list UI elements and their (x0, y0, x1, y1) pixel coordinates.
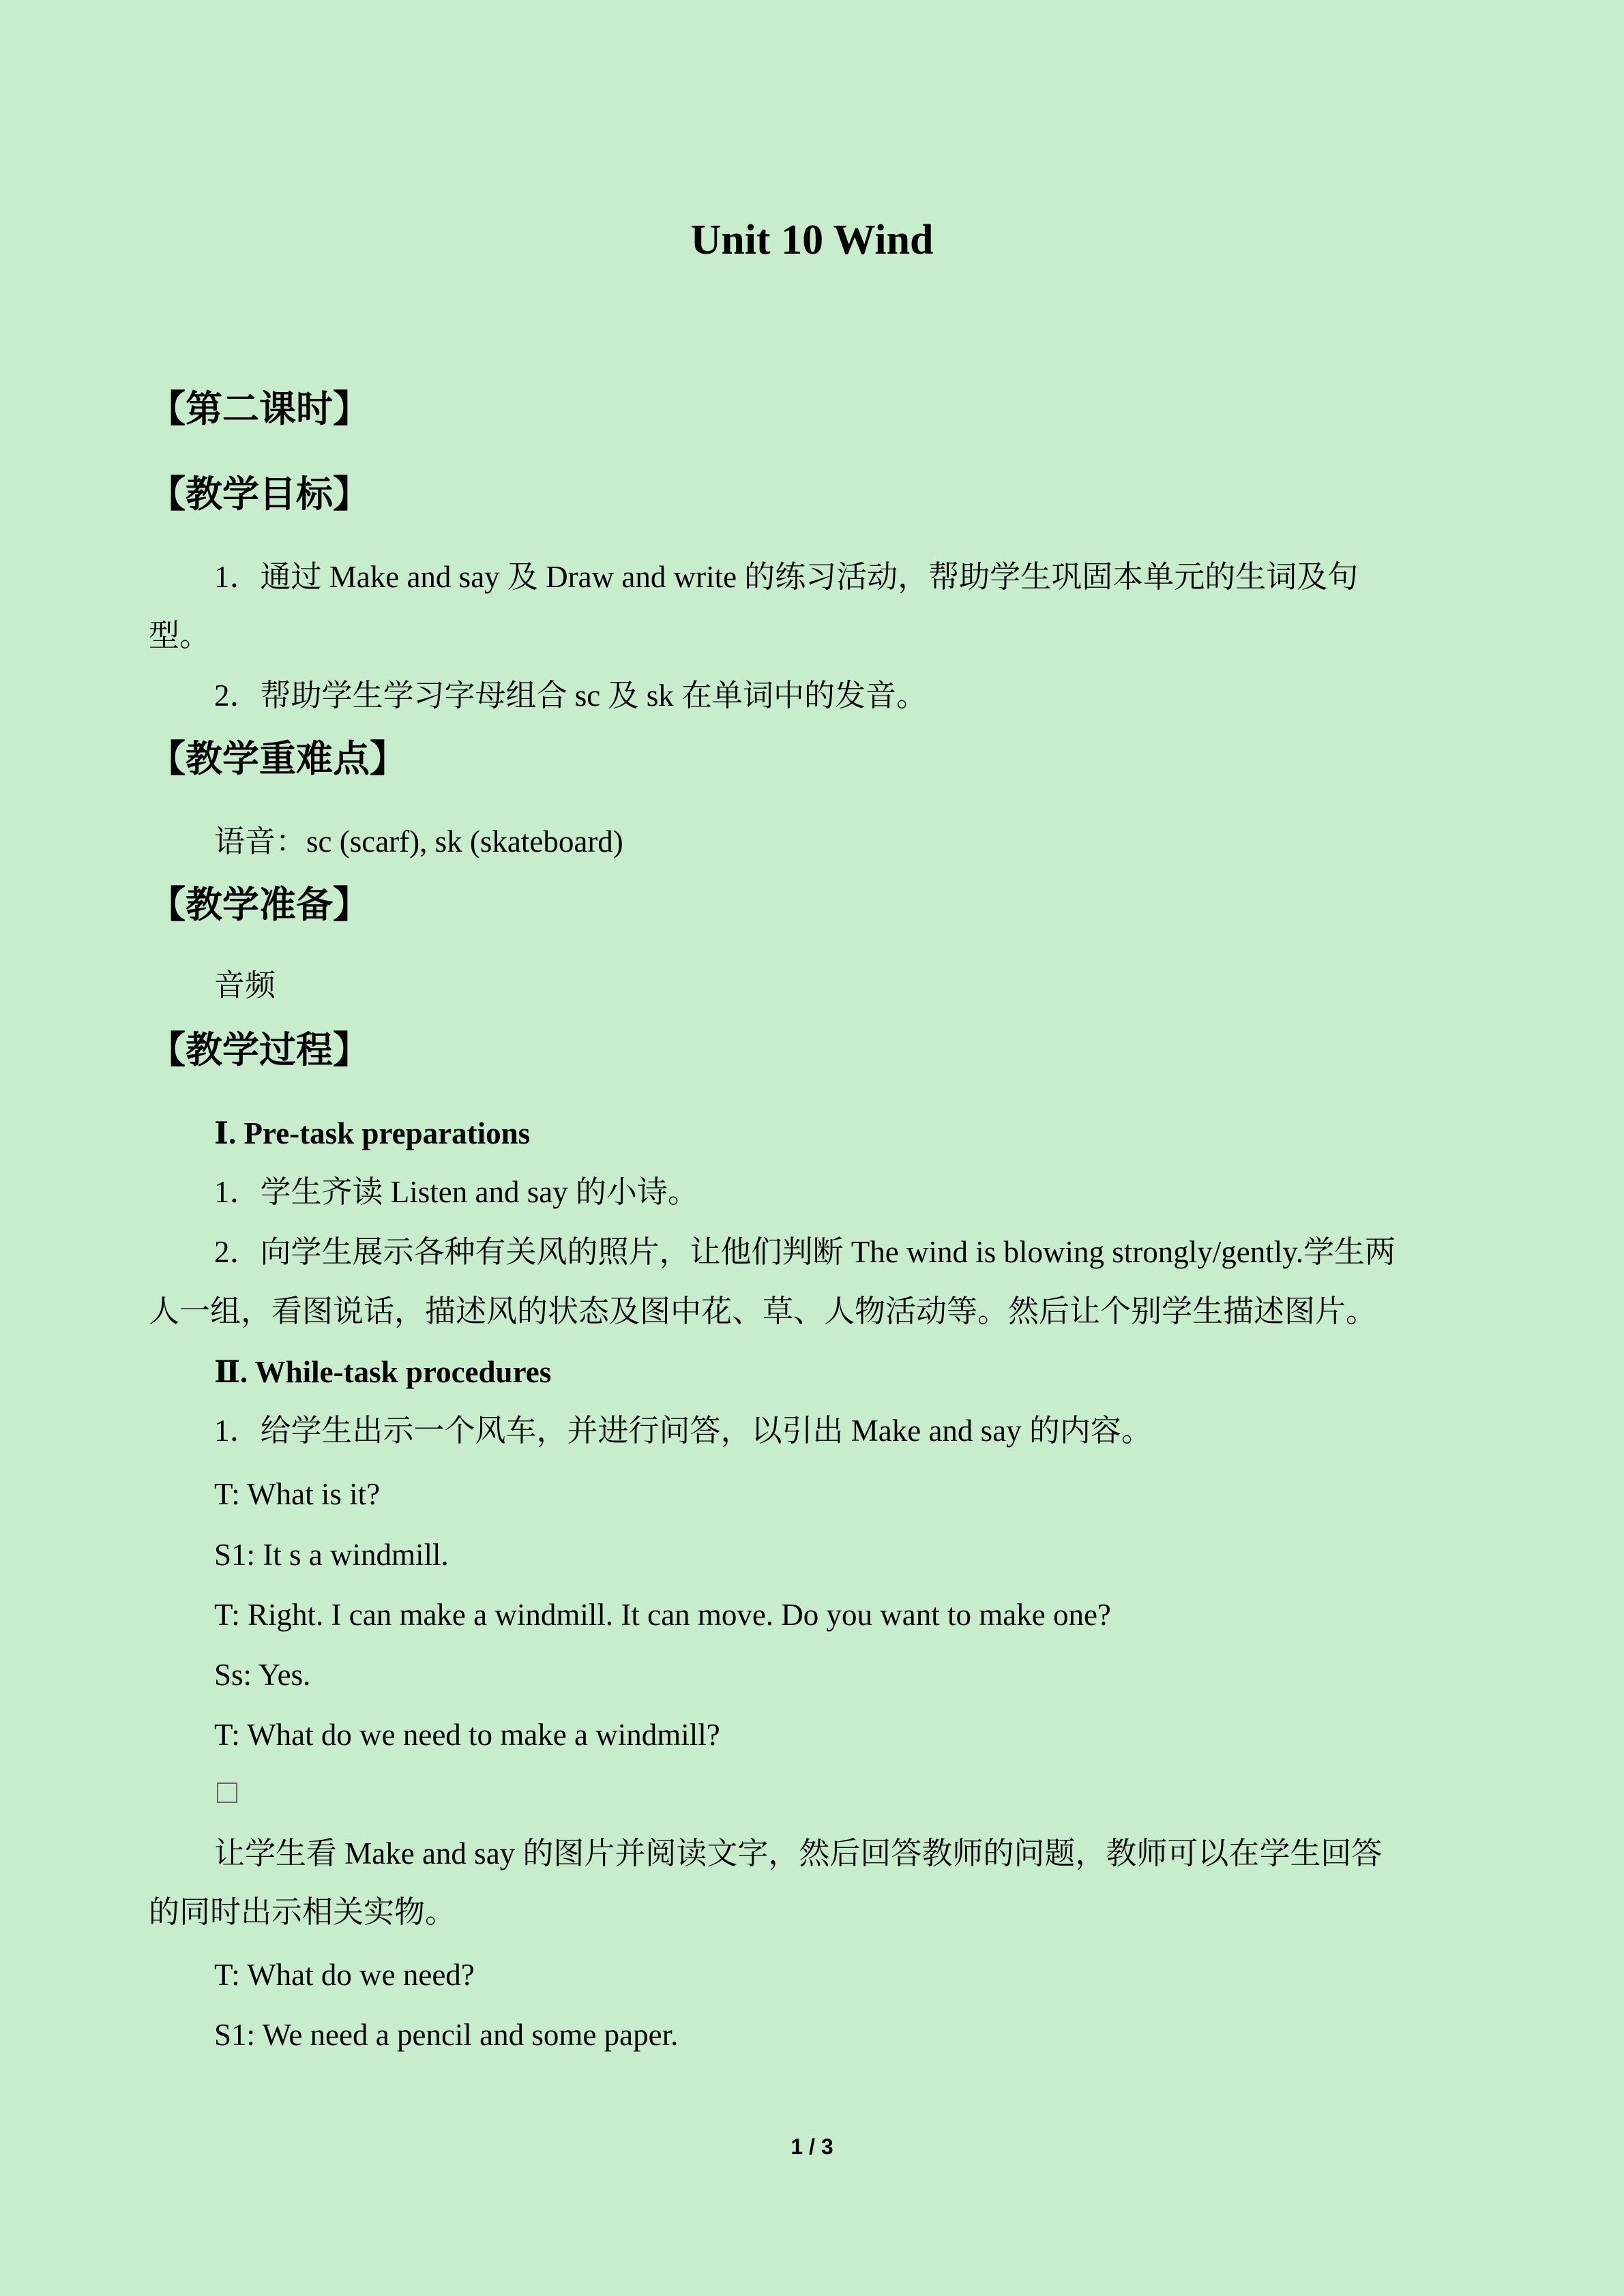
dialogue-line: T: What do we need to make a windmill? (214, 1718, 720, 1752)
objective-item-1-line-2: 型。 (149, 618, 211, 653)
placeholder-box-icon (217, 1783, 237, 1803)
heading-preparation: 【教学准备】 (149, 883, 370, 926)
key-points-text: 语音：sc (scarf), sk (skateboard) (214, 824, 623, 859)
instruction-paragraph-line-1: 让学生看 Make and say 的图片并阅读文字，然后回答教师的问题，教师可以在学生回答 (214, 1836, 1383, 1870)
preparation-text: 音频 (214, 968, 276, 1002)
document-title: Unit 10 Wind (690, 217, 934, 263)
heading-lesson: 【第二课时】 (149, 387, 370, 430)
objective-item-1-line-1: 1．通过 Make and say 及 Draw and write 的练习活动，帮助学生巩固本单元的生词及句 (214, 560, 1359, 594)
dialogue-line: Ss: Yes. (214, 1658, 311, 1692)
section-1-item-2-line-1: 2．向学生展示各种有关风的照片，让他们判断 The wind is blowing strongly/gently.学生两 (214, 1235, 1396, 1269)
heading-process: 【教学过程】 (149, 1028, 370, 1071)
section-1-title: Ⅰ. Pre-task preparations (214, 1116, 531, 1150)
dialogue-line: S1: It s a windmill. (214, 1538, 449, 1572)
section-2-item-1: 1．给学生出示一个风车，并进行问答，以引出 Make and say 的内容。 (214, 1414, 1152, 1448)
section-2-title: Ⅱ. While-task procedures (214, 1355, 552, 1389)
section-1-item-2-line-2: 人一组，看图说话，描述风的状态及图中花、草、人物活动等。然后让个别学生描述图片。 (149, 1294, 1377, 1328)
page-number: 1 / 3 (791, 2134, 833, 2159)
dialogue-line: S1: We need a pencil and some paper. (214, 2018, 679, 2052)
dialogue-line: T: Right. I can make a windmill. It can move. Do you want to make one? (214, 1598, 1111, 1632)
instruction-paragraph-line-2: 的同时出示相关实物。 (149, 1895, 456, 1929)
dialogue-line: T: What do we need? (214, 1958, 475, 1992)
section-1-item-1: 1．学生齐读 Listen and say 的小诗。 (214, 1175, 698, 1209)
objective-item-2: 2．帮助学生学习字母组合 sc 及 sk 在单词中的发音。 (214, 679, 927, 713)
heading-key-points: 【教学重难点】 (149, 737, 407, 780)
dialogue-line: T: What is it? (214, 1477, 381, 1511)
heading-objectives: 【教学目标】 (149, 473, 370, 516)
